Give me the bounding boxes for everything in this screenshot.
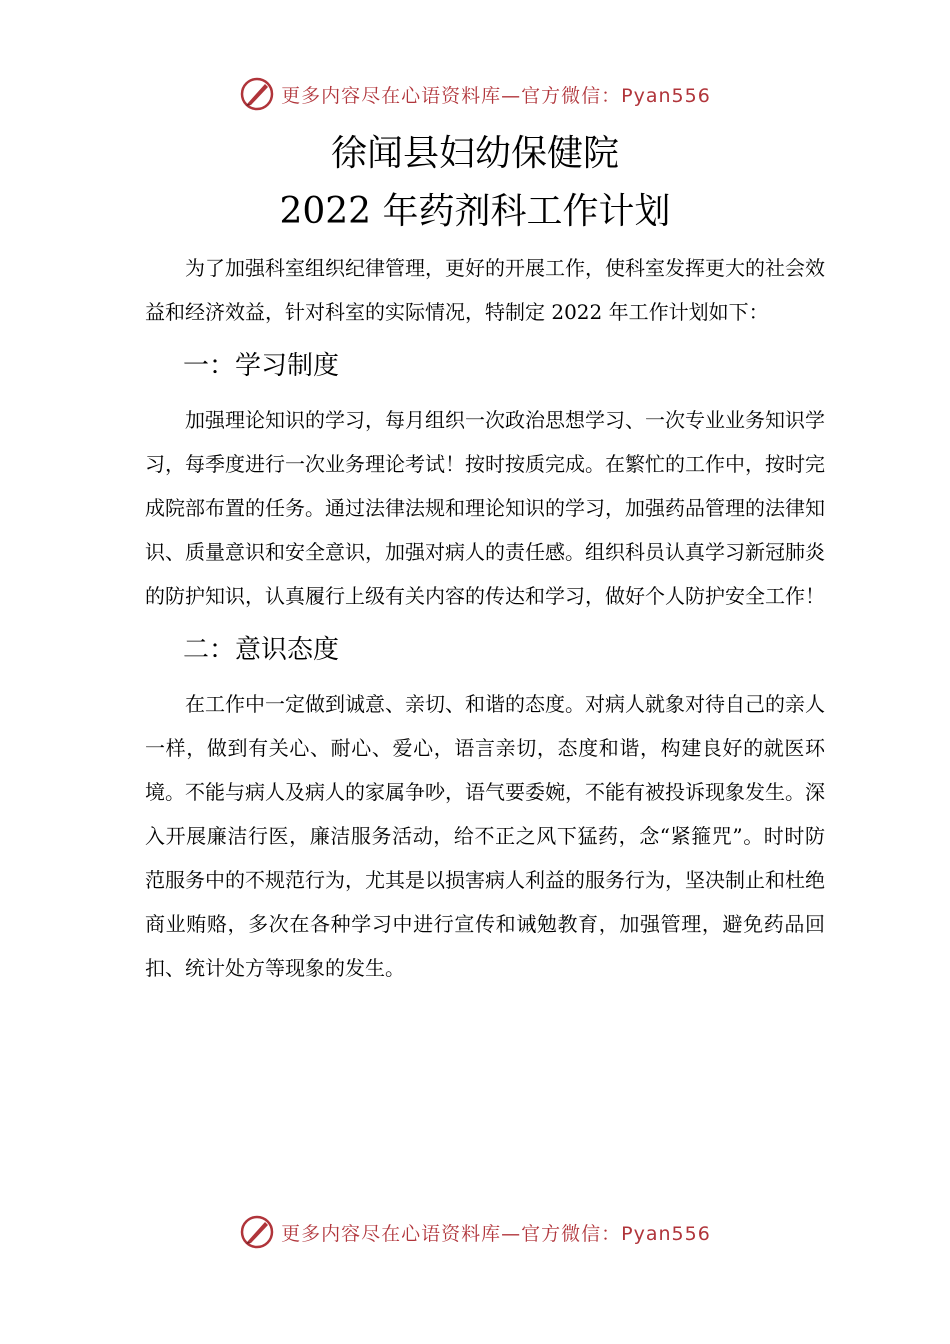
section-heading-attitude: 二：意识态度 bbox=[183, 635, 340, 665]
intro-paragraph: 为了加强科室组织纪律管理，更好的开展工作，使科室发挥更大的社会效益和经济效益，针对科室的实际情况，特制定 2022 年工作计划如下： bbox=[145, 256, 825, 324]
watermark-text: 更多内容尽在心语资料库—官方微信：Pyan556 bbox=[281, 84, 711, 107]
quill-logo-icon bbox=[239, 76, 275, 112]
quill-logo-icon bbox=[239, 1214, 275, 1250]
watermark-header bbox=[0, 76, 950, 112]
watermark-text: 更多内容尽在心语资料库—官方微信：Pyan556 bbox=[281, 1222, 711, 1245]
section-body-study: 加强理论知识的学习，每月组织一次政治思想学习、一次专业业务知识学习，每季度进行一次业务理论考试！按时按质完成。在繁忙的工作中，按时完成院部布置的任务。通过法律法规和理论知识的学习，加强药品管理的法律知识、质量意识和安全意识，加强对病人的责任感。组织科员认真学习新冠肺炎的防护知识，认真履行上级有关内容的传达和学习，做好个人防护安全工作！ bbox=[145, 408, 825, 608]
document-title-line2: 2022 年药剂科工作计划 bbox=[279, 191, 671, 232]
document-body bbox=[145, 246, 825, 990]
watermark-footer bbox=[0, 1214, 950, 1250]
section-heading-study: 一：学习制度 bbox=[183, 351, 340, 381]
document-title-line1: 徐闻县妇幼保健院 bbox=[330, 133, 619, 174]
section-body-attitude: 在工作中一定做到诚意、亲切、和谐的态度。对病人就象对待自己的亲人一样，做到有关心、耐心、爱心，语言亲切，态度和谐，构建良好的就医环境。不能与病人及病人的家属争吵，语气要委婉，不能有被投诉现象发生。深入开展廉洁行医，廉洁服务活动，给不正之风下猛药，念“紧箍咒”。时时防范服务中的不规范行为，尤其是以损害病人利益的服务行为，坚决制止和杜绝商业贿赂，多次在各种学习中进行宣传和诫勉教育，加强管理，避免药品回扣、统计处方等现象的发生。 bbox=[145, 692, 825, 980]
